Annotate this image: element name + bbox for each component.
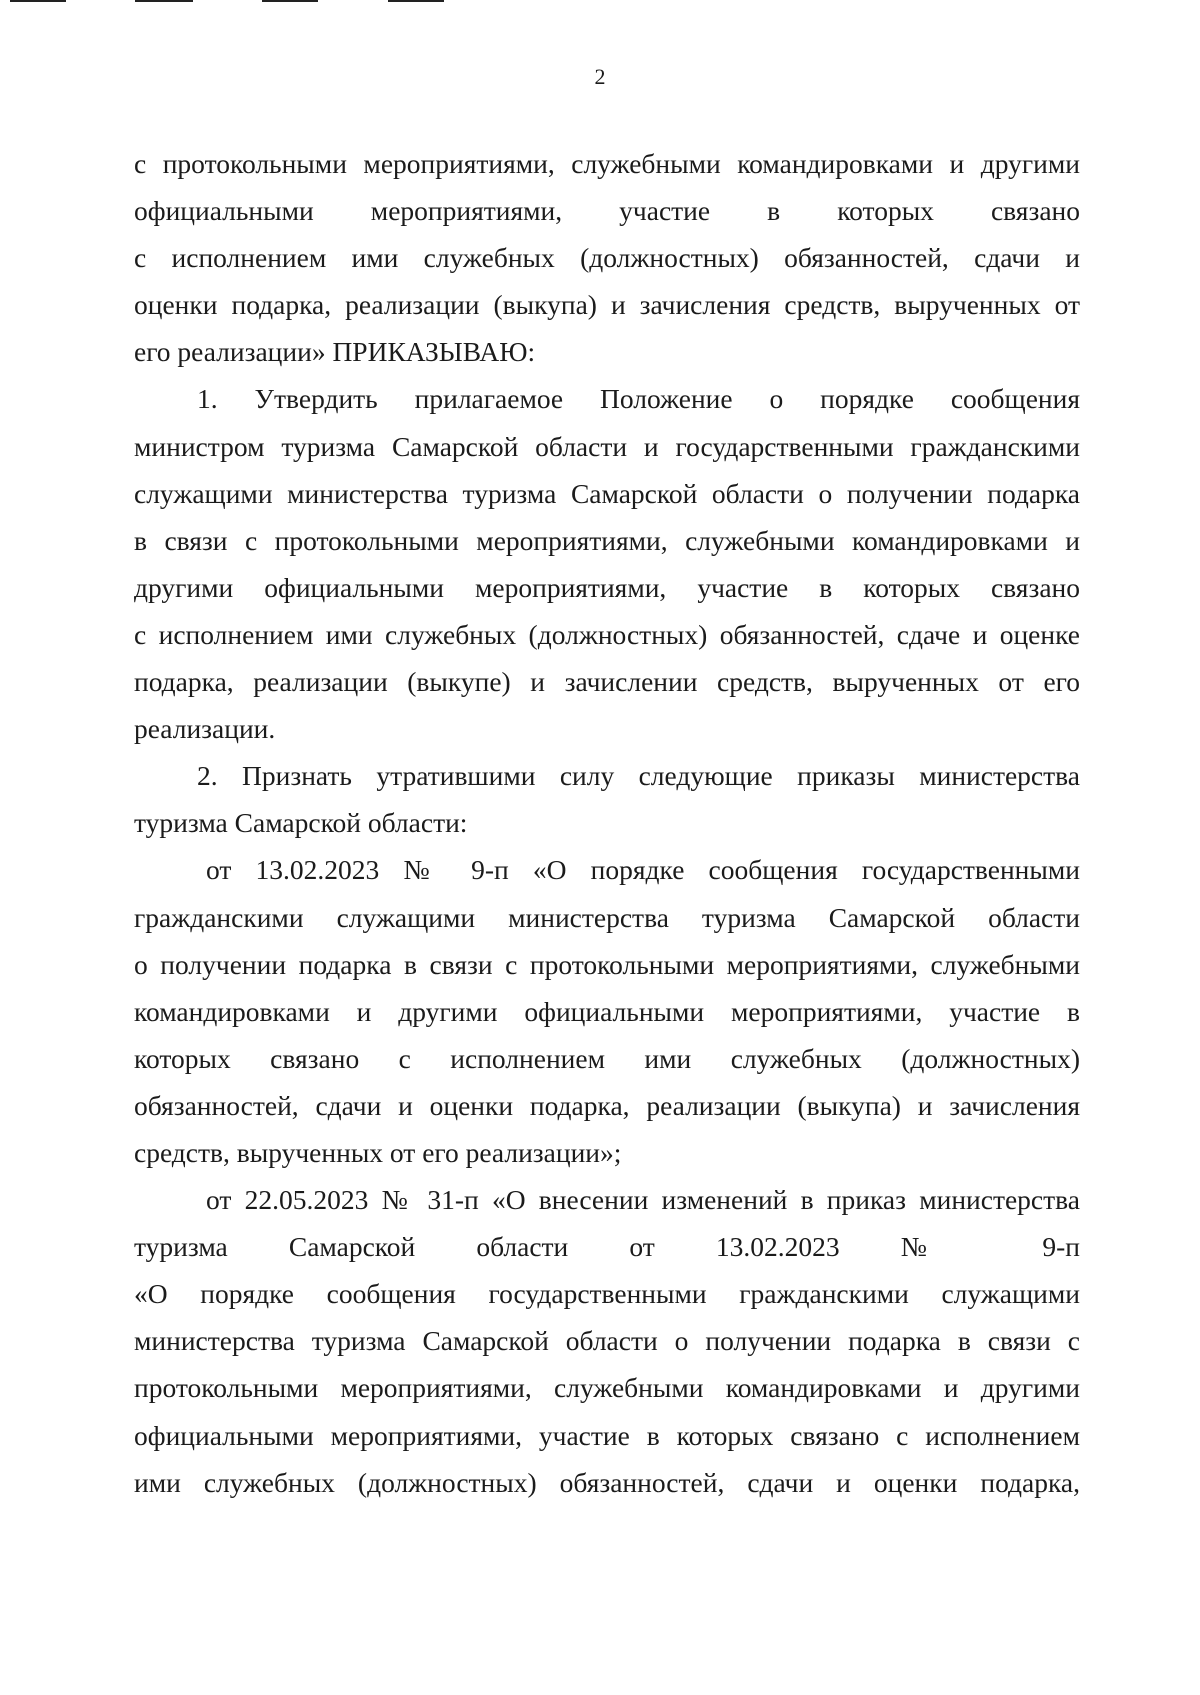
text-line: реализации. [134,713,276,745]
text-line: служащими министерства туризма Самарской области о получении подарка [134,477,1080,509]
text-line: обязанностей, сдачи и оценки подарка, реализации (выкупа) и зачисления [134,1089,1080,1121]
text-line: туризма Самарской области от 13.02.2023 № 9-п [134,1231,1080,1263]
text-line: протокольными мероприятиями, служебными командировками и другими [134,1372,1080,1404]
top-rule-4 [388,0,444,2]
text-line: министром туризма Самарской области и государственными гражданскими [134,430,1080,462]
text-line: гражданскими служащими министерства туризма Самарской области [134,901,1080,933]
text-line: с исполнением ими служебных (должностных) обязанностей, сдаче и оценке [134,618,1080,650]
top-rule-3 [262,0,318,2]
text-line: командировками и другими официальными мероприятиями, участие в [134,995,1080,1027]
text-line: официальными мероприятиями, участие в которых связано [134,195,1080,227]
text-line: средств, вырученных от его реализации»; [134,1136,622,1168]
text-line: от 13.02.2023 № 9-п «О порядке сообщения государственными [206,854,1080,886]
document-body [134,140,1080,1506]
text-line: 2. Признать утратившими силу следующие приказы министерства [197,760,1080,792]
text-line: ими служебных (должностных) обязанностей, сдачи и оценки подарка, [134,1466,1080,1498]
text-line: с протокольными мероприятиями, служебными командировками и другими [134,148,1080,179]
text-line: его реализации» ПРИКАЗЫВАЮ: [134,336,536,368]
text-line: оценки подарка, реализации (выкупа) и зачисления средств, вырученных от [134,289,1080,321]
top-rule-1 [10,0,66,2]
text-line: о получении подарка в связи с протокольными мероприятиями, служебными [134,948,1080,980]
text-line: другими официальными мероприятиями, участие в которых связано [134,571,1080,603]
page-number: 2 [594,64,606,89]
text-line: министерства туризма Самарской области о получении подарка в связи с [134,1325,1080,1357]
text-line: с исполнением ими служебных (должностных) обязанностей, сдачи и [134,242,1080,274]
text-line: от 22.05.2023 № 31-п «О внесении изменений в приказ министерства [206,1184,1080,1216]
top-rule-2 [135,0,193,2]
text-line: в связи с протокольными мероприятиями, служебными командировками и [134,524,1080,556]
text-line: которых связано с исполнением ими служебных (должностных) [134,1042,1080,1074]
text-line: подарка, реализации (выкупе) и зачислении средств, вырученных от его [134,666,1080,698]
text-line: официальными мероприятиями, участие в которых связано с исполнением [134,1419,1080,1451]
text-line: 1. Утвердить прилагаемое Положение о порядке сообщения [197,383,1080,415]
text-line: туризма Самарской области: [134,807,468,839]
text-line: «О порядке сообщения государственными гражданскими служащими [134,1278,1080,1310]
